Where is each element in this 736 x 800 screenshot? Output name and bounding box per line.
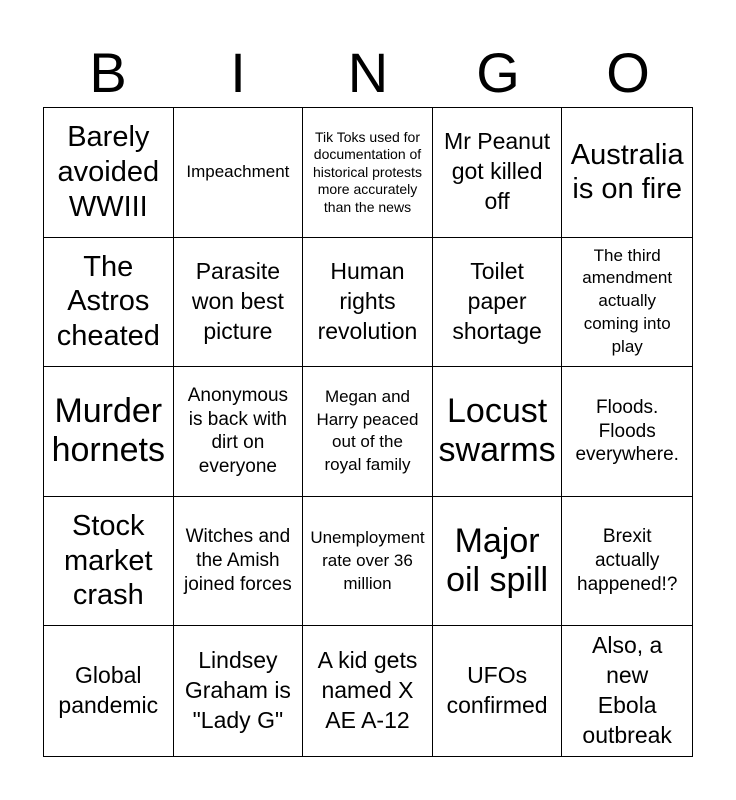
bingo-cell-text: UFOs confirmed	[446, 662, 548, 719]
bingo-cell[interactable]	[433, 497, 563, 627]
header-letter-o: O	[606, 41, 650, 104]
bingo-cell[interactable]	[44, 238, 174, 368]
bingo-cell-text: The Astros cheated	[56, 250, 160, 353]
bingo-cell[interactable]	[303, 108, 433, 238]
bingo-cell[interactable]	[303, 367, 433, 497]
bingo-cell[interactable]	[562, 497, 692, 627]
bingo-cell[interactable]	[44, 108, 174, 238]
bingo-cell-text: Human rights revolution	[317, 258, 418, 344]
bingo-cell-text: Stock market crash	[63, 509, 153, 612]
bingo-cell[interactable]	[44, 497, 174, 627]
bingo-cell-text: Tik Toks used for documentation of historical protests more accurately than the news	[313, 128, 422, 215]
bingo-cell-text: Locust swarms	[438, 392, 556, 470]
bingo-cell-text: Anonymous is back with dirt on everyone	[187, 384, 289, 478]
bingo-cell[interactable]	[433, 367, 563, 497]
bingo-cell[interactable]	[433, 626, 563, 756]
bingo-cell[interactable]	[44, 367, 174, 497]
header-letter-g: G	[476, 41, 520, 104]
bingo-cell-text: Lindsey Graham is "Lady G"	[184, 647, 291, 734]
bingo-cell[interactable]	[303, 497, 433, 627]
bingo-cell-text: Major oil spill	[446, 522, 549, 600]
bingo-cell-text: Mr Peanut got killed off	[444, 128, 551, 215]
bingo-board	[43, 107, 693, 757]
bingo-cell-text: Witches and the Amish joined forces	[184, 526, 292, 595]
header-letter-i: I	[230, 41, 246, 104]
bingo-cell[interactable]	[433, 108, 563, 238]
bingo-cell-text: Also, a new Ebola outbreak	[582, 632, 672, 749]
header-letter-n: N	[347, 41, 389, 104]
bingo-cell[interactable]	[174, 497, 304, 627]
bingo-cell-text: The third amendment actually coming into play	[582, 245, 673, 357]
bingo-cell[interactable]	[433, 238, 563, 368]
bingo-cell[interactable]	[303, 626, 433, 756]
bingo-cell[interactable]	[562, 626, 692, 756]
bingo-cell-text: A kid gets named X AE A-12	[317, 647, 418, 734]
bingo-cell-text: Toilet paper shortage	[452, 258, 542, 344]
bingo-cell-text: Australia is on fire	[570, 138, 684, 206]
bingo-cell-text: Impeachment	[186, 161, 290, 181]
bingo-cell[interactable]	[44, 626, 174, 756]
bingo-cell[interactable]	[562, 238, 692, 368]
bingo-cell-text: Parasite won best picture	[191, 258, 284, 344]
bingo-cell[interactable]	[174, 108, 304, 238]
bingo-header	[43, 38, 693, 108]
bingo-cell-text: Unemployment rate over 36 million	[310, 527, 425, 593]
bingo-cell-text: Global pandemic	[58, 662, 159, 719]
bingo-cell[interactable]	[303, 238, 433, 368]
bingo-cell-text: Floods. Floods everywhere.	[575, 396, 679, 466]
bingo-cell[interactable]	[562, 367, 692, 497]
bingo-cell-text: Barely avoided WWIII	[57, 121, 160, 223]
bingo-cell-text: Brexit actually happened!?	[577, 526, 678, 595]
bingo-cell[interactable]	[174, 626, 304, 756]
bingo-cell[interactable]	[562, 108, 692, 238]
bingo-cell[interactable]	[174, 367, 304, 497]
bingo-cell[interactable]	[174, 238, 304, 368]
bingo-cell-text: Megan and Harry peaced out of the royal family	[316, 386, 419, 475]
header-letter-b: B	[89, 41, 127, 104]
bingo-cell-text: Murder hornets	[51, 392, 165, 470]
